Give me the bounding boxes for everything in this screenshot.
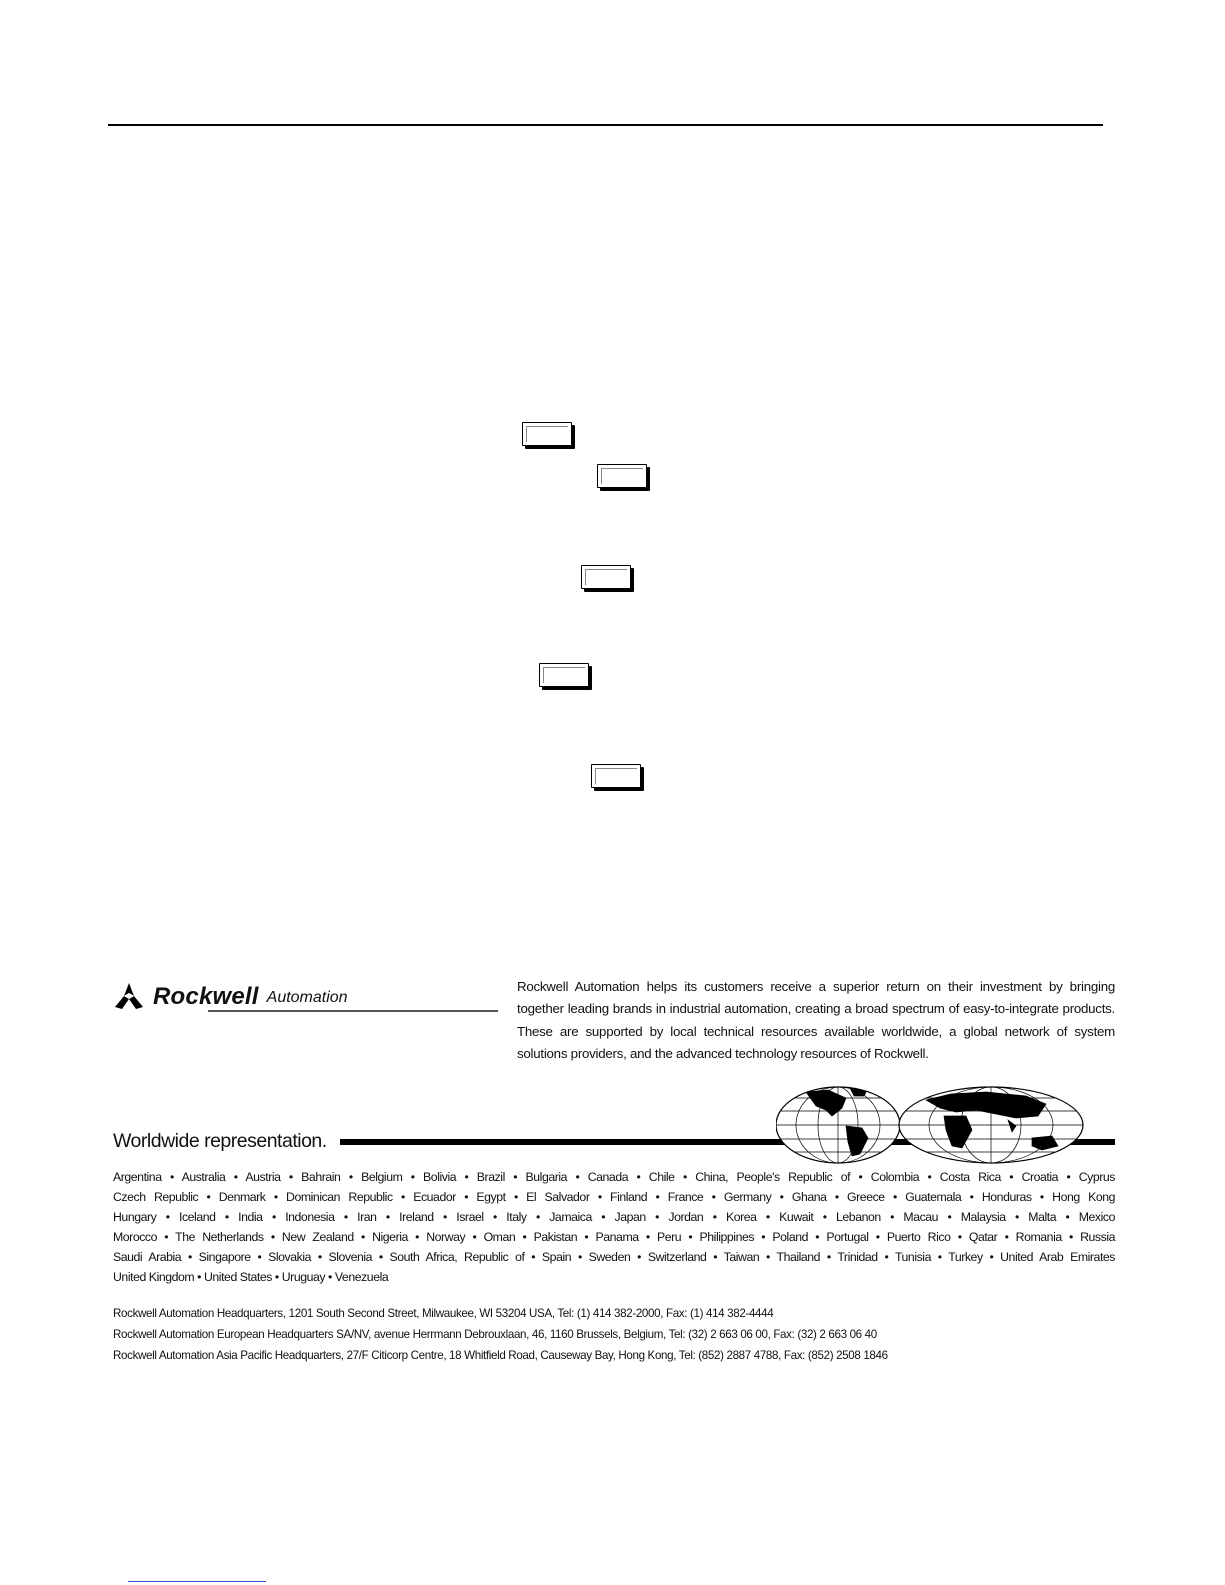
hq-line: Rockwell Automation Headquarters, 1201 South Second Street, Milwaukee, WI 53204 USA, Tel: (1) 414 382-2000, Fax: (1) 414 382-4444 xyxy=(113,1307,774,1320)
rockwell-logo-icon xyxy=(113,982,145,1010)
rockwell-logo xyxy=(113,978,348,1010)
key-icon xyxy=(539,663,589,687)
country-line: United Kingdom • United States • Uruguay • Venezuela xyxy=(113,1269,389,1284)
headquarters-list xyxy=(113,1303,1115,1366)
key-icon xyxy=(522,422,572,446)
company-blurb: Rockwell Automation helps its customers receive a superior return on their investment by bringing together leading brands in industrial automation, creating a broad spectrum of easy-to-integrate products. These are supported by local technical resources available worldwide, a global network of system solutions providers, and the advanced technology resources of Rockwell. xyxy=(517,979,1115,1062)
country-line: Morocco • The Netherlands • New Zealand • Nigeria • Norway • Oman • Pakistan • Panama • Peru • Philippines • Poland • Portugal • Puerto Rico • Qatar • Romania • Russia xyxy=(113,1229,1115,1244)
hq-line: Rockwell Automation European Headquarters SA/NV, avenue Herrmann Debrouxlaan, 46, 1160 Brussels, Belgium, Tel: (32) 2 663 06 00, Fax: (32) 2 663 06 40 xyxy=(113,1328,877,1341)
footer-link-underline[interactable] xyxy=(128,1581,266,1582)
country-line: Czech Republic • Denmark • Dominican Republic • Ecuador • Egypt • El Salvador • Finland • France • Germany • Ghana • Greece • Guatemala • Honduras • Hong Kong xyxy=(113,1189,1115,1204)
key-icon xyxy=(591,764,641,788)
key-icon xyxy=(597,464,647,488)
country-list xyxy=(113,1168,1115,1287)
country-line: Saudi Arabia • Singapore • Slovakia • Slovenia • South Africa, Republic of • Spain • Sweden • Switzerland • Taiwan • Thailand • Trinidad • Tunisia • Turkey • United Arab Emirates xyxy=(113,1249,1115,1264)
world-map-icon xyxy=(776,1086,1086,1164)
country-line: Argentina • Australia • Austria • Bahrain • Belgium • Bolivia • Brazil • Bulgaria • Canada • Chile • China, People's Republic of • Colombia • Costa Rica • Croatia • Cyprus xyxy=(113,1170,1115,1184)
logo-underline xyxy=(208,1010,498,1012)
worldwide-title: Worldwide representation. xyxy=(113,1130,331,1153)
hq-line: Rockwell Automation Asia Pacific Headquarters, 27/F Citicorp Centre, 18 Whitfield Road, Causeway Bay, Hong Kong, Tel: (852) 2887 4788, Fax: (852) 2508 1846 xyxy=(113,1349,888,1362)
brand-subtitle: Automation xyxy=(266,989,348,1006)
brand-name: Rockwell xyxy=(153,983,259,1010)
country-line: Hungary • Iceland • India • Indonesia • Iran • Ireland • Israel • Italy • Jamaica • Japan • Jordan • Korea • Kuwait • Lebanon • Macau • Malaysia • Malta • Mexico xyxy=(113,1209,1115,1224)
key-icon xyxy=(581,565,631,589)
top-divider xyxy=(108,124,1103,126)
